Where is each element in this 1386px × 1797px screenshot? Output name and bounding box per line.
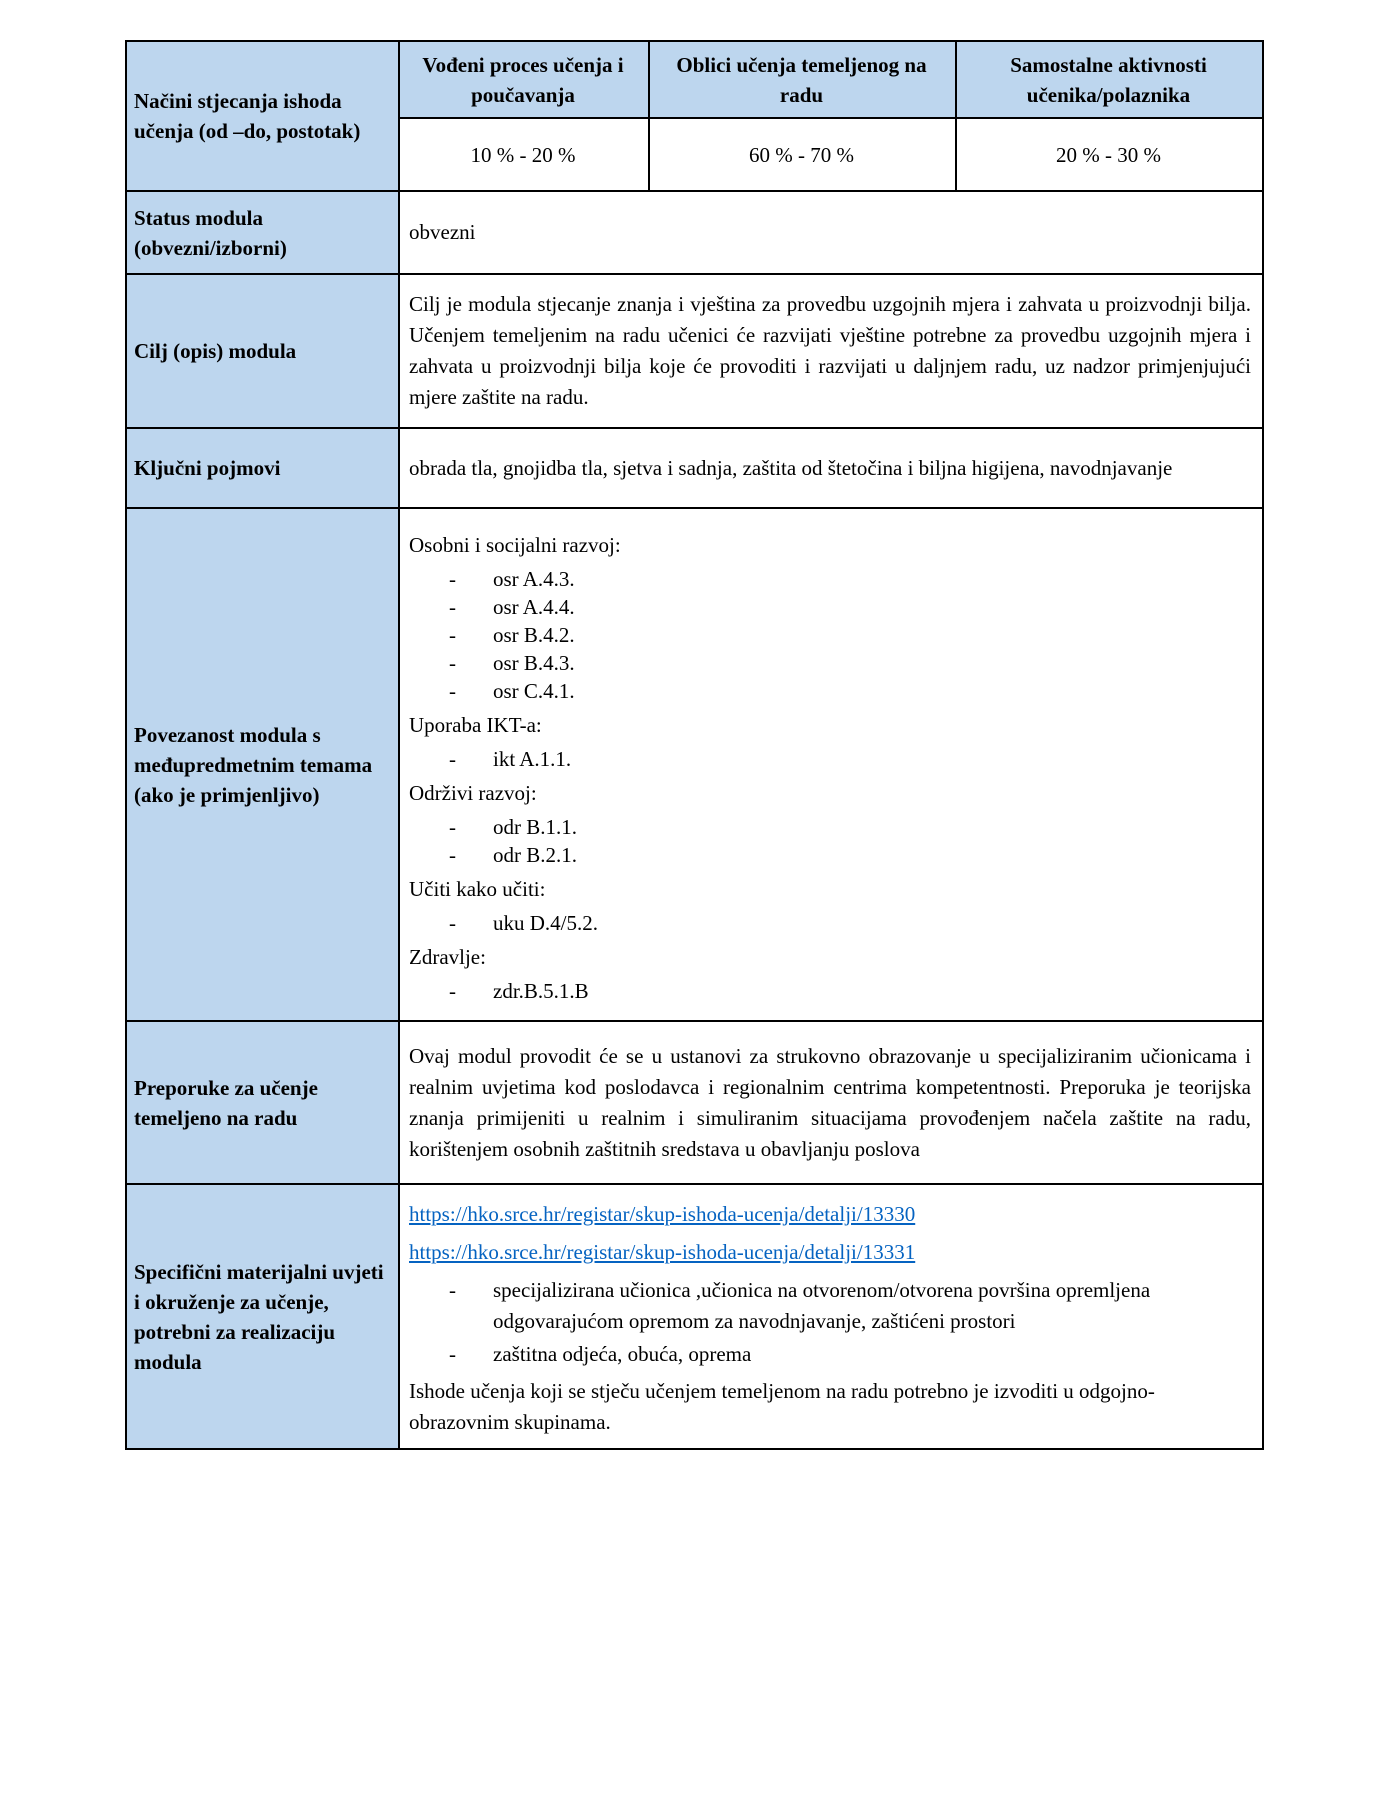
table-row-povezanost: [126, 508, 1263, 1021]
link-paragraph: [409, 1237, 1251, 1267]
specificni-uvjeti-content: [399, 1184, 1263, 1449]
row-label-preporuke: Preporuke za učenje temeljeno na radu: [126, 1021, 399, 1184]
list-item: [409, 565, 1251, 593]
row-label-specificni-uvjeti: Specifični materijalni uvjeti i okruženje za učenje, potrebni za realizaciju modula: [126, 1184, 399, 1449]
list-item: [409, 1275, 1251, 1337]
theme-heading-zdr: Zdravlje:: [409, 944, 486, 969]
list-item-text: ikt A.1.1.: [493, 746, 572, 771]
row-label-nacini-stjecanja: [126, 41, 399, 191]
row-label-kljucni-pojmovi: Ključni pojmovi: [126, 428, 399, 508]
kljucni-pojmovi-text: obrada tla, gnojidba tla, sjetva i sadnja, zaštita od štetočina i biljna higijena, navodnjavanje: [399, 428, 1263, 508]
dash-bullet: -: [449, 1278, 456, 1302]
list-item-text: uku D.4/5.2.: [493, 910, 598, 935]
list-item-text: osr A.4.4.: [493, 594, 575, 619]
link-paragraph: [409, 1199, 1251, 1229]
module-info-table: [125, 40, 1264, 1450]
table-row-cilj: [126, 274, 1263, 428]
table-row-preporuke: [126, 1021, 1263, 1184]
dash-bullet: -: [449, 910, 456, 935]
list-item-text: odr B.1.1.: [493, 814, 577, 839]
table-row-specificni-uvjeti: [126, 1184, 1263, 1449]
list-item-text: zdr.B.5.1.B: [493, 978, 589, 1003]
table-row-acquisition-header: [126, 41, 1263, 118]
list-item: [409, 841, 1251, 869]
list-item: [409, 1339, 1251, 1370]
dash-bullet: -: [449, 678, 456, 703]
list-item: [409, 649, 1251, 677]
list-item: [409, 813, 1251, 841]
dash-bullet: -: [449, 746, 456, 771]
dash-bullet: -: [449, 650, 456, 675]
list-item-text: specijalizirana učionica ,učionica na otvorenom/otvorena površina opremljena odgovarajućom opremom za navodnjavanje, zaštićeni prostori: [493, 1278, 1151, 1333]
percentage-samostalne: 20 % - 30 %: [956, 118, 1263, 191]
theme-heading-uku: Učiti kako učiti:: [409, 876, 546, 901]
hko-registry-link-13330[interactable]: https://hko.srce.hr/registar/skup-ishoda-ucenja/detalji/13330: [409, 1202, 916, 1226]
list-item: [409, 593, 1251, 621]
list-item: [409, 909, 1251, 937]
theme-heading-odr: Održivi razvoj:: [409, 780, 537, 805]
row-label-cilj-modula: Cilj (opis) modula: [126, 274, 399, 428]
theme-heading-ikt: Uporaba IKT-a:: [409, 712, 542, 737]
list-item: [409, 977, 1251, 1005]
col-header-vodeni-proces: Vođeni proces učenja i poučavanja: [399, 41, 649, 118]
row-label-povezanost: Povezanost modula s međupredmetnim temama (ako je primjenljivo): [126, 508, 399, 1021]
dash-bullet: -: [449, 814, 456, 839]
row-label-status-modula: Status modula (obvezni/izborni): [126, 191, 399, 274]
list-item-text: odr B.2.1.: [493, 842, 577, 867]
preporuke-text: Ovaj modul provodit će se u ustanovi za strukovno obrazovanje u specijaliziranim učionicama i realnim uvjetima kod poslodavca i regionalnim centrima kompetentnosti. Preporuka je teorijska znanja primijeniti u realnim i simuliranim situacijama provođenjem načela zaštite na radu, korištenjem osobnih zaštitnih sredstava u obavljanju poslova: [399, 1021, 1263, 1184]
dash-bullet: -: [449, 978, 456, 1003]
dash-bullet: -: [449, 566, 456, 591]
table-row-kljucni-pojmovi: [126, 428, 1263, 508]
table-row-status: [126, 191, 1263, 274]
list-item: [409, 621, 1251, 649]
list-item-text: osr C.4.1.: [493, 678, 575, 703]
povezanost-content: [399, 508, 1263, 1021]
hko-registry-link-13331[interactable]: https://hko.srce.hr/registar/skup-ishoda-ucenja/detalji/13331: [409, 1240, 916, 1264]
list-item: [409, 745, 1251, 773]
status-modula-value: obvezni: [399, 191, 1263, 274]
specificni-closing-note: Ishode učenja koji se stječu učenjem temeljenom na radu potrebno je izvoditi u odgojno-obrazovnim skupinama.: [409, 1379, 1155, 1434]
col-header-samostalne-aktivnosti: Samostalne aktivnosti učenika/polaznika: [956, 41, 1263, 118]
percentage-oblici: 60 % - 70 %: [649, 118, 956, 191]
theme-heading-osr: Osobni i socijalni razvoj:: [409, 532, 621, 557]
dash-bullet: -: [449, 1342, 456, 1366]
row-label-text: Načini stjecanja ishoda učenja (od –do, postotak): [134, 89, 361, 143]
list-item: [409, 677, 1251, 705]
dash-bullet: -: [449, 594, 456, 619]
list-item-text: osr A.4.3.: [493, 566, 575, 591]
col-header-oblici-ucenja: Oblici učenja temeljenog na radu: [649, 41, 956, 118]
cilj-modula-text: Cilj je modula stjecanje znanja i vještina za provedbu uzgojnih mjera i zahvata u proizvodnji bilja. Učenjem temeljenim na radu učenici će razvijati vještine potrebne za provedbu uzgojnih mjera i zahvata u proizvodnji bilja koje će provoditi i razvijati u daljnjem radu, uz nadzor primjenjujući mjere zaštite na radu.: [399, 274, 1263, 428]
list-item-text: osr B.4.3.: [493, 650, 575, 675]
dash-bullet: -: [449, 622, 456, 647]
dash-bullet: -: [449, 842, 456, 867]
percentage-vodeni: 10 % - 20 %: [399, 118, 649, 191]
list-item-text: osr B.4.2.: [493, 622, 575, 647]
list-item-text: zaštitna odjeća, obuća, oprema: [493, 1342, 752, 1366]
